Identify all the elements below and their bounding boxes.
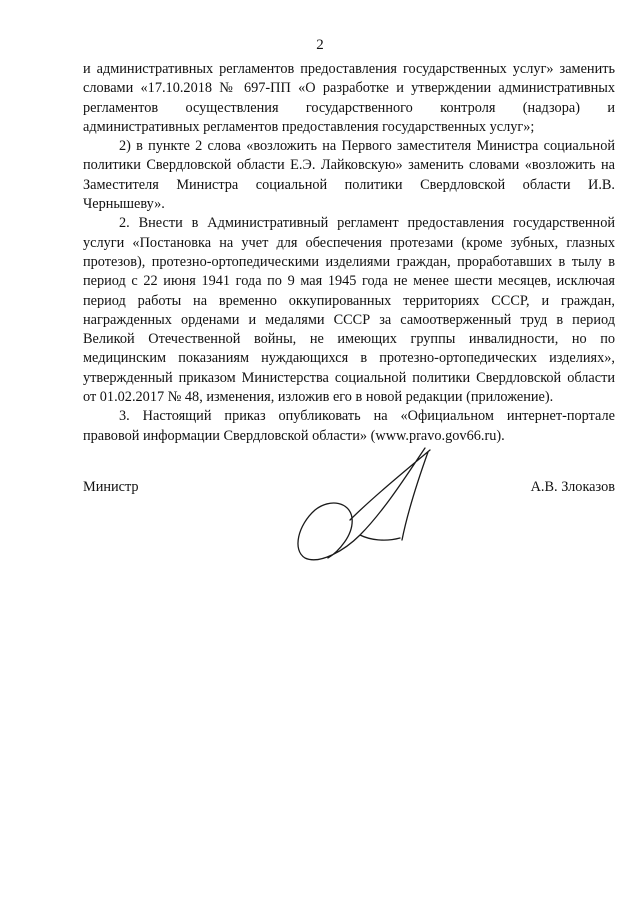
page-number: 2: [316, 37, 324, 53]
handwritten-signature: [290, 440, 440, 570]
paragraph-continuation: и административных регламентов предоставления государственных услуг» заменить словами «17.10.2018 № 697-ПП «О разработке и утверждении административных регламентов осуществления государственного контроля (надзора) и административных регламентов предоставления государственных услуг»;: [83, 61, 615, 135]
signer-name: А.В. Злоказов: [530, 479, 615, 495]
signer-position: Министр: [83, 479, 139, 495]
paragraph-point-3: 3. Настоящий приказ опубликовать на «Официальном интернет-портале правовой информации Свердловской области» (www.pravo.gov66.ru).: [83, 408, 615, 444]
signature-stroke: [298, 448, 430, 560]
paragraph-item-2: 2) в пункте 2 слова «возложить на Первого заместителя Министра социальной политики Свердловской области Е.Э. Лайковскую» заменить словами «возложить на Заместителя Министра социальной политики Свердловской области И.В. Чернышеву».: [83, 138, 615, 213]
paragraph-point-2: 2. Внести в Административный регламент предоставления государственной услуги «Постановка на учет для обеспечения протезами (кроме зубных, глазных протезов), протезно-ортопедическими изделиями граждан, проработавших в тылу в период с 22 июня 1941 года по 9 мая 1945 года не менее шести месяцев, исключая период работы на временно оккупированных территориях СССР, и граждан, награжденных орденами и медалями СССР за самоотверженный труд в период Великой Отечественной войны, не имеющих группы инвалидности, но по медицинским показаниям нуждающихся в протезно-ортопедических изделиях», утвержденный приказом Министерства социальной политики Свердловской области от 01.02.2017 № 48, изменения, изложив его в новой редакции (приложение).: [83, 215, 615, 406]
document-body: [83, 60, 615, 446]
